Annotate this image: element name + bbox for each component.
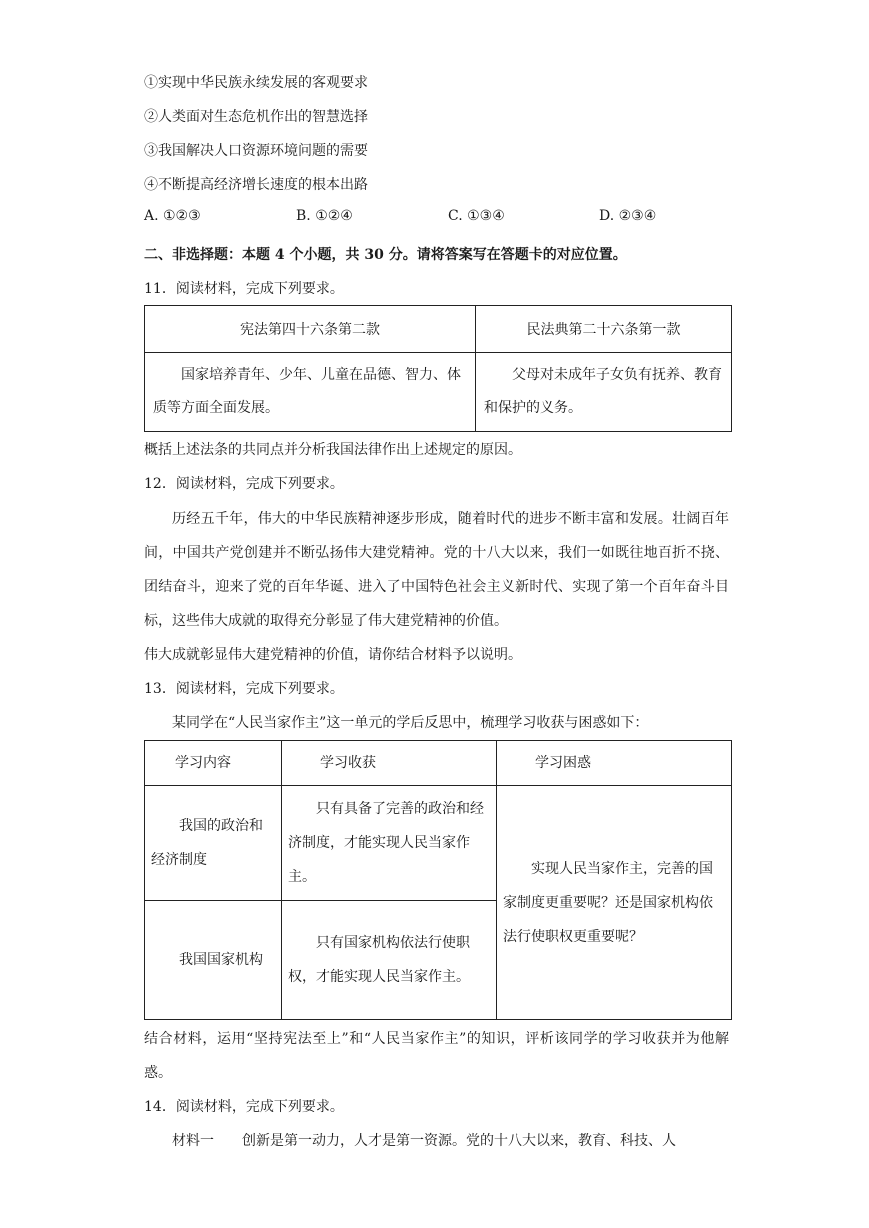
q13-row1-gain: 只有具备了完善的政治和经济制度，才能实现人民当家作主。 — [282, 786, 497, 901]
q13-stem: 13．阅读材料，完成下列要求。 — [144, 681, 344, 697]
q13-confusion: 实现人民当家作主，完善的国家制度更重要呢？还是国家机构依法行使职权更重要呢？ — [497, 786, 732, 1020]
q13-ask: 结合材料，运用“坚持宪法至上”和“人民当家作主”的知识，评析该同学的学习收获并为他解惑。 — [144, 1031, 729, 1081]
q13-row2-content: 我国国家机构 — [145, 901, 282, 1020]
q11-cell-civil-code: 父母对未成年子女负有抚养、教育和保护的义务。 — [476, 353, 732, 432]
q14-material-1: 材料一 创新是第一动力，人才是第一资源。党的十八大以来，教育、科技、人 — [172, 1133, 676, 1149]
q11-cell-constitution: 国家培养青年、少年、儿童在品德、智力、体质等方面全面发展。 — [145, 353, 476, 432]
q12-ask: 伟大成就彰显伟大建党精神的价值，请你结合材料予以说明。 — [144, 647, 522, 663]
q11-header-constitution: 宪法第四十六条第二款 — [145, 306, 476, 353]
choice-d: D. ②③④ — [599, 208, 657, 224]
q11-ask: 概括上述法条的共同点并分析我国法律作出上述规定的原因。 — [144, 442, 522, 458]
option-2: ②人类面对生态危机作出的智慧选择 — [144, 109, 368, 125]
q13-row1-content: 我国的政治和经济制度 — [145, 786, 282, 901]
q13-row2-gain: 只有国家机构依法行使职权，才能实现人民当家作主。 — [282, 901, 497, 1020]
option-1: ①实现中华民族永续发展的客观要求 — [144, 75, 368, 91]
q13-intro: 某同学在“人民当家作主”这一单元的学后反思中，梳理学习收获与困惑如下： — [172, 715, 649, 731]
choice-c: C. ①③④ — [448, 208, 505, 224]
q11-stem: 11．阅读材料，完成下列要求。 — [144, 281, 344, 297]
option-4: ④不断提高经济增长速度的根本出路 — [144, 177, 368, 193]
q12-material: 历经五千年，伟大的中华民族精神逐步形成，随着时代的进步不断丰富和发展。壮阔百年间，中国共产党创建并不断弘扬伟大建党精神。党的十八大以来，我们一如既往地百折不挠、团结奋斗，迎来了党的百年华诞、进入了中国特色社会主义新时代、实现了第一个百年奋斗目标，这些伟大成就的取得充分彰显了伟大建党精神的价值。 — [144, 511, 729, 629]
q12-stem: 12．阅读材料，完成下列要求。 — [144, 476, 344, 492]
q14-stem: 14．阅读材料，完成下列要求。 — [144, 1099, 344, 1115]
q11-header-civil-code: 民法典第二十六条第一款 — [476, 306, 732, 353]
option-3: ③我国解决人口资源环境问题的需要 — [144, 143, 368, 159]
q13-table — [144, 740, 732, 1020]
q11-table — [144, 305, 732, 432]
choice-a: A. ①②③ — [144, 208, 201, 224]
q13-header-content: 学习内容 — [145, 741, 282, 786]
section-2-title: 二、非选择题：本题 4 个小题，共 30 分。请将答案写在答题卡的对应位置。 — [144, 247, 627, 263]
q13-header-confusion: 学习困惑 — [497, 741, 732, 786]
choice-b: B. ①②④ — [296, 208, 353, 224]
q13-header-gains: 学习收获 — [282, 741, 497, 786]
